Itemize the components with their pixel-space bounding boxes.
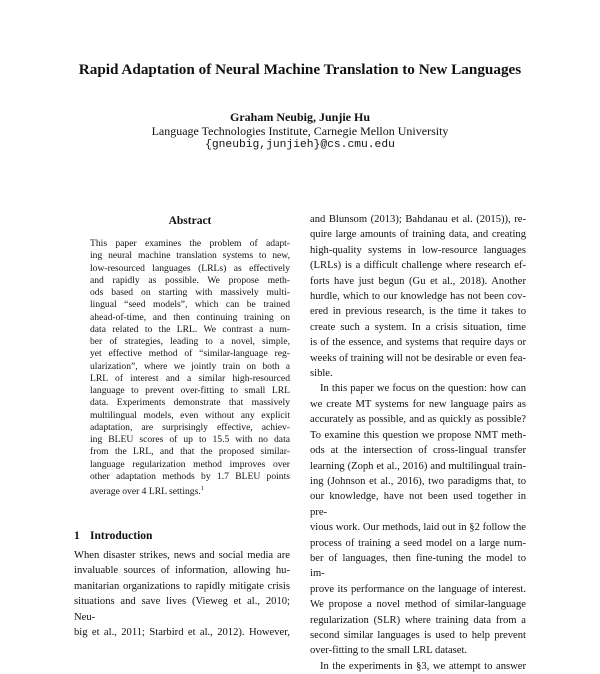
- abstract-last-line: [90, 483, 290, 498]
- section-number: 1: [74, 530, 80, 542]
- body-line: prove its performance on the language of interest.: [310, 583, 526, 595]
- abstract-line: LRL of interest and a similar high-resourced: [90, 372, 290, 384]
- abstract-line: ods based on starting with massively multi-: [90, 287, 290, 298]
- abstract-line-text: average over 4 LRL settings.: [90, 486, 201, 498]
- body-line: In this paper we focus on the question: how can: [320, 383, 526, 395]
- abstract-line: low-resourced languages (LRLs) as effectively: [90, 262, 290, 274]
- body-line: To examine this question we propose NMT meth-: [310, 429, 526, 441]
- abstract-body: [90, 238, 290, 498]
- abstract-line: This paper examines the problem of adapt-: [90, 238, 290, 249]
- abstract-line: ularization”, where we jointly train on both a: [90, 360, 290, 372]
- abstract-line: data. Experiments demonstrate that massively: [90, 397, 290, 409]
- abstract-heading: Abstract: [168, 215, 212, 227]
- body-line: forts have just begun (Gu et al., 2018). Another: [310, 275, 526, 287]
- body-line: process of training a seed model on a large num-: [310, 537, 526, 549]
- body-line: accurately as possible, and as quickly as possible?: [310, 414, 526, 426]
- body-line: weeks of training will not be desirable or even fea-: [310, 352, 526, 364]
- body-line: is of the essence, and systems that require days or: [310, 337, 526, 349]
- body-line: (LRLs) is a difficult challenge where research ef-: [310, 260, 526, 272]
- body-line: second similar languages is used to help prevent: [310, 629, 526, 641]
- abstract-line: lingual “seed models”, which can be trained: [90, 299, 290, 311]
- body-line: regularization (SLR) where training data from a: [310, 614, 526, 626]
- body-line: create such a system. In a crisis situation, time: [310, 321, 526, 333]
- abstract-line: adaptation, are surprisingly effective, achiev-: [90, 421, 290, 433]
- section-title: Introduction: [90, 530, 153, 542]
- body-line: learning (Zoph et al., 2016) and multilingual train-: [310, 460, 526, 472]
- intro-line: When disaster strikes, news and social media are: [74, 550, 290, 561]
- intro-line: situations and save lives (Vieweg et al., 2010; Neu-: [74, 596, 290, 623]
- abstract-line: ahead-of-time, and then continuing training on: [90, 311, 290, 323]
- paper-email: {gneubig,junjieh}@cs.cmu.edu: [205, 139, 395, 151]
- footnote-marker: 1: [200, 485, 204, 492]
- body-line: ods at the intersection of cross-lingual transfer: [310, 445, 526, 457]
- body-line: sible.: [310, 368, 333, 380]
- body-line: ber of languages, then fine-tuning the model to im-: [310, 552, 526, 580]
- body-line: high-quality systems in low-resource languages: [310, 244, 526, 256]
- abstract-line: and rapidly as possible. We propose meth-: [90, 274, 290, 286]
- body-line: our knowledge, have not been used together in pre-: [310, 491, 526, 518]
- abstract-line: from the LRL, and that the proposed similar-: [90, 446, 290, 458]
- abstract-line: data related to the LRL. We contrast a num-: [90, 323, 290, 335]
- abstract-line: language regularization method improves over: [90, 458, 290, 470]
- introduction-body: [74, 548, 290, 640]
- abstract-line: language to prevent over-fitting to small LRL: [90, 385, 290, 396]
- right-column-body: [310, 212, 526, 674]
- body-line: ing (Johnson et al., 2016), two paradigms that, to: [310, 475, 526, 487]
- abstract-line: ber of strategies, leading to a novel, simple,: [90, 336, 290, 347]
- paper-affiliation: Language Technologies Institute, Carnegie Mellon University: [151, 124, 449, 138]
- intro-line: manitarian organizations to rapidly mitigate crisis: [74, 580, 290, 592]
- abstract-line: ing neural machine translation systems to new,: [90, 250, 290, 262]
- body-line: hurdle, which to our knowledge has not been cov-: [310, 291, 526, 303]
- body-line: vious work. Our methods, laid out in §2 follow the: [310, 522, 526, 534]
- abstract-line: yet effective method of “similar-language reg-: [90, 348, 290, 360]
- intro-line: invaluable sources of information, allowing hu-: [74, 565, 290, 577]
- paper-authors: Graham Neubig, Junjie Hu: [229, 110, 370, 124]
- body-line: We propose a novel method of similar-language: [310, 599, 526, 611]
- body-line: ered in previous research, is the time it takes to: [310, 306, 526, 318]
- body-line: we create MT systems for new language pairs as: [310, 398, 526, 410]
- body-line: over-fitting to the small LRL dataset.: [310, 645, 468, 657]
- paper-title: Rapid Adaptation of Neural Machine Translation to New Languages: [78, 61, 522, 78]
- body-line: In the experiments in §3, we attempt to answer: [320, 660, 526, 672]
- body-line: and Blunsom (2013); Bahdanau et al. (2015)), re-: [310, 214, 526, 225]
- section-heading-introduction: [74, 530, 152, 542]
- abstract-line: multilingual models, even without any explicit: [90, 409, 290, 421]
- abstract-line: other adaptation methods by 1.7 BLEU points: [90, 470, 290, 482]
- body-line: quire large amounts of training data, and creating: [310, 229, 526, 241]
- abstract-line: ing BLEU scores of up to 15.5 with no data: [90, 434, 290, 445]
- intro-line: big et al., 2011; Starbird et al., 2012). However,: [74, 627, 290, 639]
